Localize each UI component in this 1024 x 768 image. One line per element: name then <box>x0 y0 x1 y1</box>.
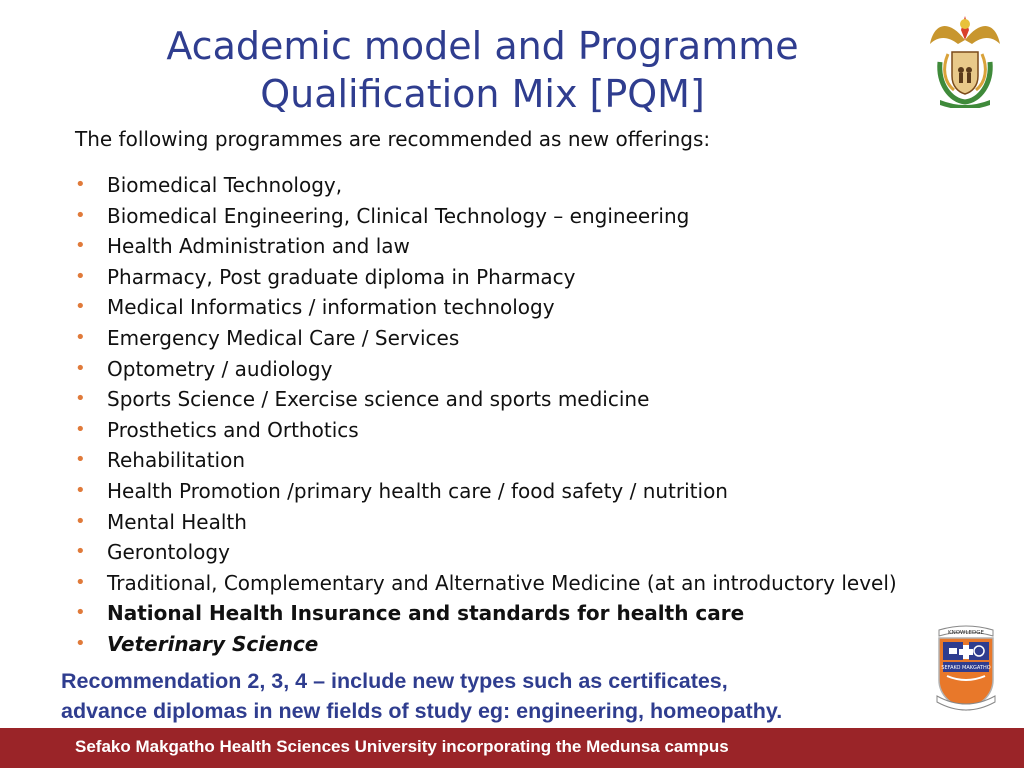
recommendation-line-2: advance diplomas in new fields of study eg: engineering, homeopathy. <box>61 699 783 723</box>
slide-title-line-2: Qualification Mix [PQM] <box>260 72 705 116</box>
list-item-label: Mental Health <box>107 509 247 534</box>
list-item-label: Biomedical Engineering, Clinical Technology – engineering <box>107 203 690 228</box>
list-item-label: Prosthetics and Orthotics <box>107 417 359 442</box>
bullet-icon: • <box>75 265 86 287</box>
recommendation-line-1: Recommendation 2, 3, 4 – include new types such as certificates, <box>61 669 728 693</box>
bullet-icon: • <box>75 174 86 195</box>
list-item <box>75 170 897 201</box>
list-item-label: Gerontology <box>107 540 230 565</box>
list-item-label: Emergency Medical Care / Services <box>107 325 460 350</box>
crest-name-text: SEFAKO MAKGATHO <box>941 665 991 671</box>
list-item-label: Rehabilitation <box>107 448 246 473</box>
list-item-label: Health Promotion /primary health care / food safety / nutrition <box>107 478 728 503</box>
list-item-label: Biomedical Technology, <box>107 173 343 197</box>
list-item <box>75 476 897 507</box>
bullet-icon: • <box>75 541 86 563</box>
bullet-icon: • <box>75 449 86 471</box>
bullet-icon: • <box>75 571 86 593</box>
list-item <box>75 445 897 476</box>
bullet-icon: • <box>75 204 86 226</box>
bullet-icon: • <box>75 326 86 348</box>
coat-of-arms-icon <box>928 10 1002 108</box>
list-item <box>75 629 897 660</box>
bullet-icon: • <box>75 296 86 318</box>
bullet-icon: • <box>75 510 86 532</box>
list-item-label: Veterinary Science <box>107 631 319 656</box>
list-item-label: National Health Insurance and standards for health care <box>107 601 745 626</box>
list-item <box>75 507 897 538</box>
crest-banner-text: KNOWLEDGE <box>948 630 984 636</box>
bullet-icon: • <box>75 479 86 501</box>
list-item <box>75 568 897 599</box>
recommendation-text <box>61 666 941 726</box>
list-item <box>75 323 897 354</box>
bullet-icon: • <box>75 602 86 624</box>
list-item <box>75 201 897 232</box>
bullet-icon: • <box>75 632 86 654</box>
list-item-label: Pharmacy, Post graduate diploma in Pharmacy <box>107 264 576 289</box>
list-item <box>75 292 897 323</box>
slide-title <box>120 22 845 118</box>
slide-title-line-1: Academic model and Programme <box>166 24 799 68</box>
footer-bar <box>0 728 1024 768</box>
bullet-icon: • <box>75 418 86 440</box>
bullet-icon: • <box>75 357 86 379</box>
programme-list <box>75 170 897 660</box>
list-item <box>75 354 897 385</box>
list-item-label: Sports Science / Exercise science and sports medicine <box>107 387 650 412</box>
footer-text: Sefako Makgatho Health Sciences University incorporating the Medunsa campus <box>75 737 729 756</box>
list-item-label: Optometry / audiology <box>107 356 333 381</box>
list-item <box>75 598 897 629</box>
intro-text: The following programmes are recommended as new offerings: <box>75 127 711 151</box>
list-item-label: Health Administration and law <box>107 234 410 259</box>
list-item <box>75 384 897 415</box>
list-item <box>75 231 897 262</box>
list-item <box>75 415 897 446</box>
list-item <box>75 537 897 568</box>
list-item-label: Traditional, Complementary and Alternative Medicine (at an introductory level) <box>107 570 897 595</box>
list-item <box>75 262 897 293</box>
bullet-icon: • <box>75 388 86 410</box>
list-item-label: Medical Informatics / information technology <box>107 295 555 320</box>
bullet-icon: • <box>75 235 86 257</box>
university-crest-icon <box>935 622 997 718</box>
